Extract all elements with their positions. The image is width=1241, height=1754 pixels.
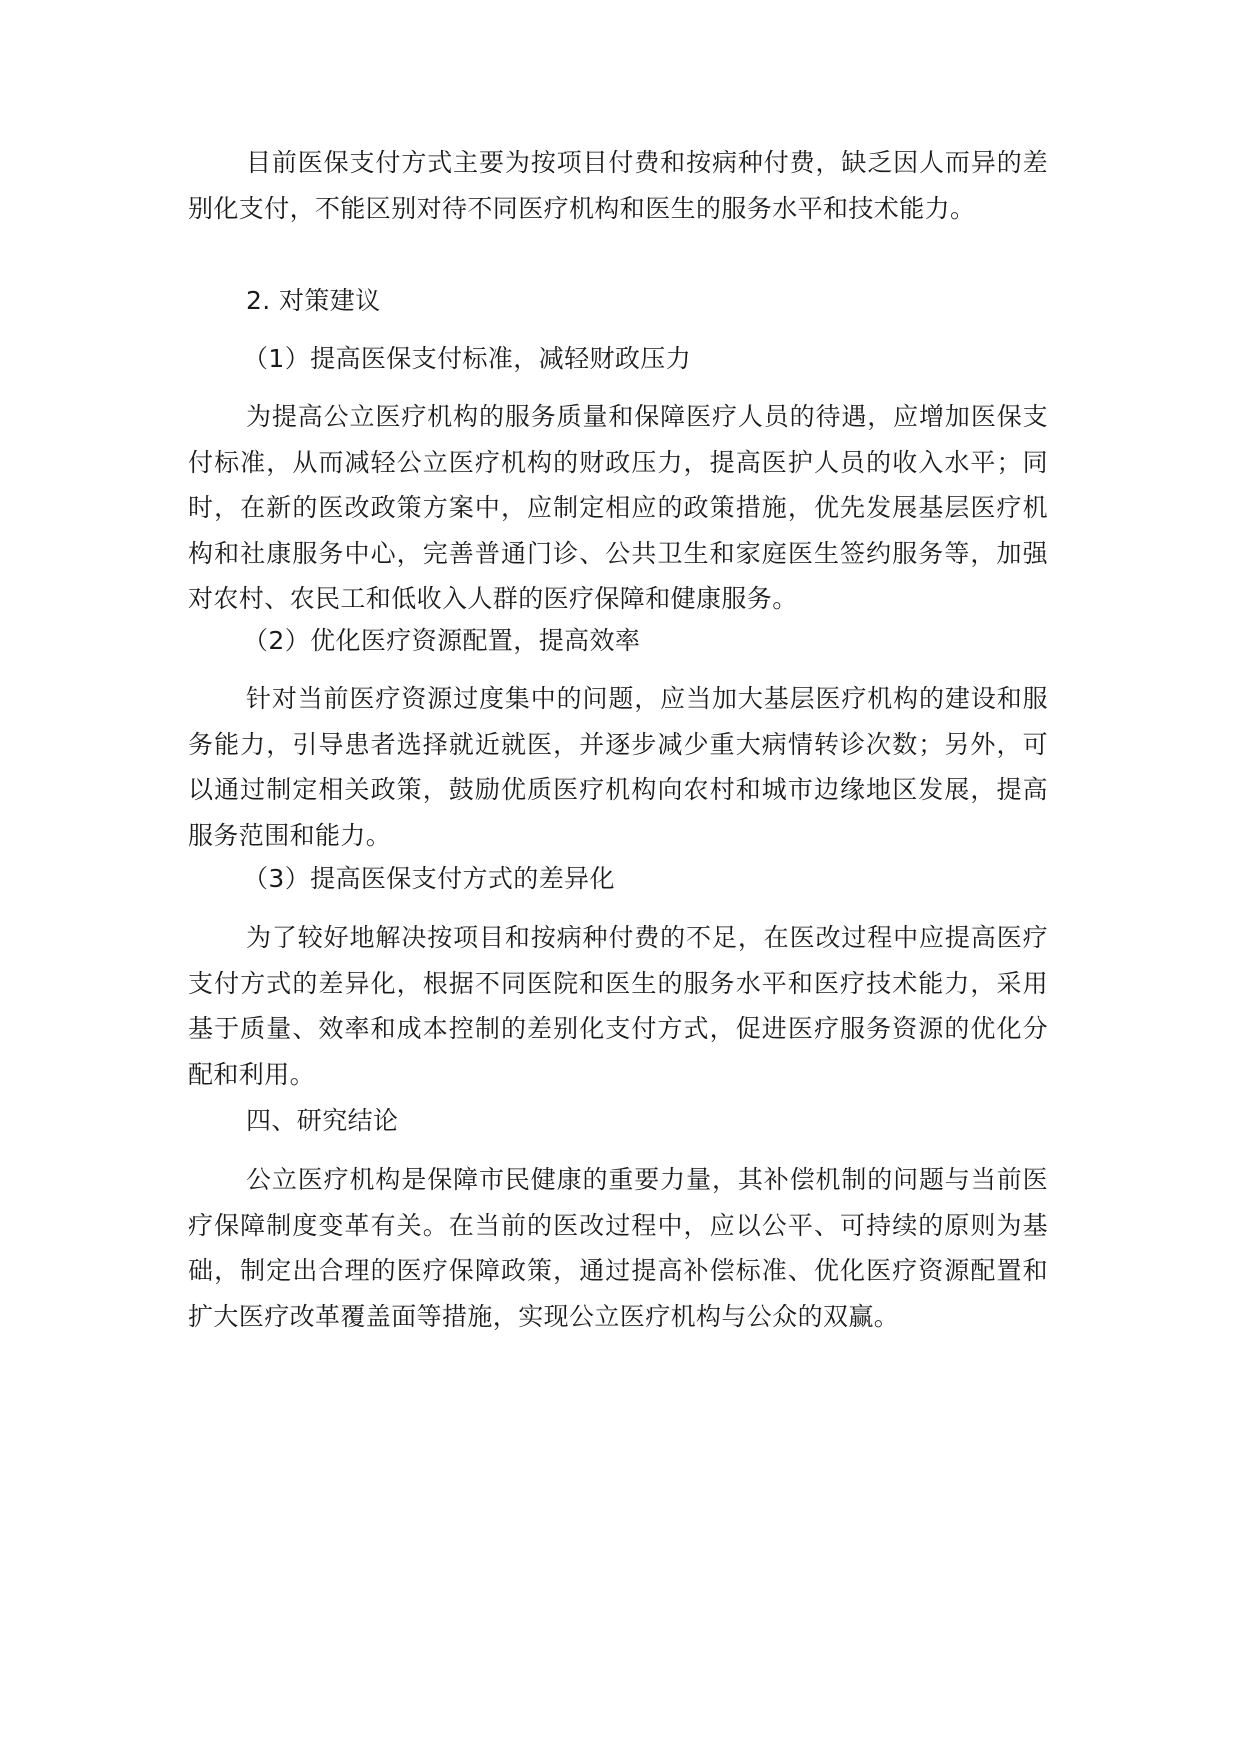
subheading-optimize-resources: （2）优化医疗资源配置，提高效率 xyxy=(243,626,641,655)
paragraph-conclusion: 公立医疗机构是保障市民健康的重要力量，其补偿机制的问题与当前医疗保障制度变革有关。在当前的医改过程中，应以公平、可持续的原则为基础，制定出合理的医疗保障政策，通过提高补偿标准、优化医疗资源配置和扩大医疗改革覆盖面等措施，实现公立医疗机构与公众的双赢。 xyxy=(188,1165,1048,1331)
section-heading-conclusion: 四、研究结论 xyxy=(246,1106,399,1135)
paragraph-optimize-resources: 针对当前医疗资源过度集中的问题，应当加大基层医疗机构的建设和服务能力，引导患者选择就近就医，并逐步减少重大病情转诊次数；另外，可以通过制定相关政策，鼓励优质医疗机构向农村和城市边缘地区发展，提高服务范围和能力。 xyxy=(188,684,1048,850)
subheading-differentiated-payment: （3）提高医保支付方式的差异化 xyxy=(243,864,615,893)
paragraph-raise-payment-standard: 为提高公立医疗机构的服务质量和保障医疗人员的待遇，应增加医保支付标准，从而减轻公立医疗机构的财政压力，提高医护人员的收入水平；同时，在新的医改政策方案中，应制定相应的政策措施，优先发展基层医疗机构和社康服务中心，完善普通门诊、公共卫生和家庭医生签约服务等，加强对农村、农民工和低收入人群的医疗保障和健康服务。 xyxy=(188,402,1048,613)
subheading-raise-payment-standard: （1）提高医保支付标准，减轻财政压力 xyxy=(243,344,692,373)
section-heading-countermeasures: 2. 对策建议 xyxy=(246,286,381,315)
paragraph-payment-methods: 目前医保支付方式主要为按项目付费和按病种付费，缺乏因人而异的差别化支付，不能区别对待不同医疗机构和医生的服务水平和技术能力。 xyxy=(188,148,1048,223)
paragraph-differentiated-payment: 为了较好地解决按项目和按病种付费的不足，在医改过程中应提高医疗支付方式的差异化，根据不同医院和医生的服务水平和医疗技术能力，采用基于质量、效率和成本控制的差别化支付方式，促进医疗服务资源的优化分配和利用。 xyxy=(188,923,1048,1089)
